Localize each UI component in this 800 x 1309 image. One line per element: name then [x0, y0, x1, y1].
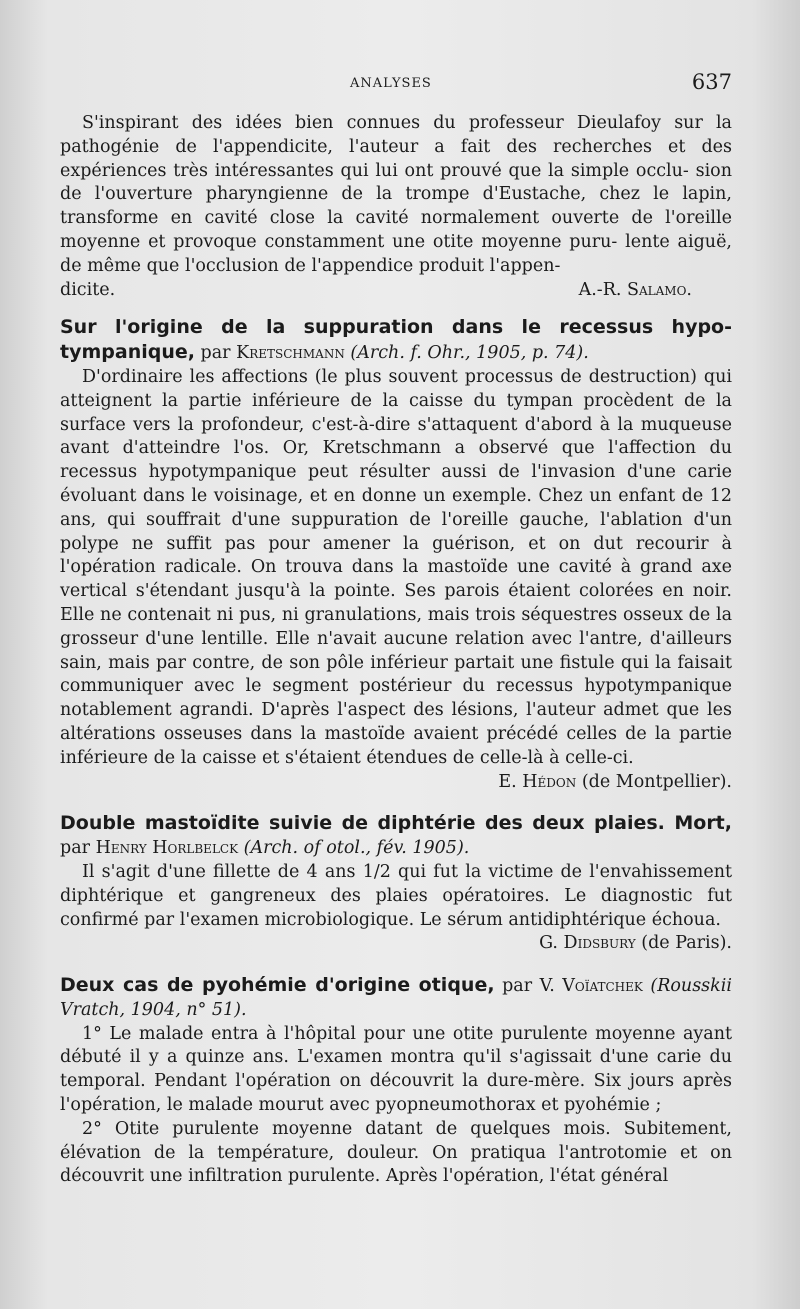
source-reference: (Rousskii Vratch, 1904, n° 51).	[60, 976, 732, 1020]
source-reference: (Arch. f. Ohr., 1905, p. 74).	[350, 343, 589, 364]
article-body: Il s'agit d'une fillette de 4 ans 1/2 qui fut la victime de l'envahissement diphtérique et gangreneux des plaies opératoires. Le diagnostic fut confirmé par l'examen microbiologique. Le sérum antidiphtérique échoua.	[60, 861, 732, 930]
article-continued	[60, 112, 732, 302]
paragraph: S'inspirant des idées bien connues du professeur Dieulafoy sur la pathogénie de l'appendicite, l'auteur a fait des recherches et des expériences très intéressantes qui lui ont prouvé que la simple occlu- sion de l'ouverture pharyngienne de la trompe d'Eustache, chez le lapin, transforme en cavité close la cavité normalement ouverte de l'oreille moyenne et provoque constamment une otite moyenne puru- lente aiguë, de même que l'occlusion de l'appendice produit l'appen-	[60, 113, 732, 276]
signature-line: dicite. A.-R. Salamo.	[60, 279, 732, 303]
page-header	[60, 70, 732, 98]
signature-line	[60, 932, 732, 956]
author-name: Kretschmann	[236, 343, 345, 364]
article-heading: Sur l'origine de la suppuration dans le recessus hypo-tympanique, par Kretschmann (Arch. f. Ohr., 1905, p. 74).	[60, 316, 732, 364]
running-title: ANALYSES	[350, 76, 432, 91]
signature-place: (de Montpellier).	[581, 771, 732, 792]
case-paragraph: 2° Otite purulente moyenne datant de quelques mois. Subitement, élévation de la température, douleur. On pratiqua l'antrotomie et on découvrit une infiltration purulente. Après l'opération, l'état général	[60, 1118, 732, 1187]
article-title: Sur l'origine de la suppuration dans le recessus hypo-tympanique,	[60, 316, 732, 364]
case-paragraph: 1° Le malade entra à l'hôpital pour une otite purulente moyenne ayant débuté il y a quinze ans. L'examen montra qu'il s'agissait d'une carie du temporal. Pendant l'opération on découvrit la dure-mère. Six jours après l'opération, le malade mourut avec pyopneumothorax et pyohémie ;	[60, 1023, 732, 1116]
signature-place: (de Paris).	[641, 933, 732, 954]
page-number: 637	[691, 70, 732, 94]
author-name: Henry Horlbelck	[95, 838, 239, 859]
article-body: D'ordinaire les affections (le plus souvent processus de destruction) qui atteignent la partie inférieure de la caisse du tympan procèdent de la surface vers la profondeur, c'est-à-dire s'attaquent d'abord à la muqueuse avant d'atteindre l'os. Or, Kretschmann a observé que l'affection du recessus hypotympanique peut résulter aussi de l'invasion d'une carie évoluant dans le voisinage, et en donne un exemple. Chez un enfant de 12 ans, qui souffrait d'une suppuration de l'oreille gauche, l'ablation d'un polype ne suffit pas pour amener la guérison, et on dut recourir à l'opération radicale. On trouva dans la mastoïde une cavité à grand axe vertical s'étendant jusqu'à la pointe. Ses parois étaient colorées en noir. Elle ne contenait ni pus, ni granulations, mais trois séquestres osseux de la grosseur d'une lentille. Elle n'avait aucune relation avec l'antre, d'ailleurs sain, mais par contre, de son pôle inférieur partait une fistule qui la faisait communiquer avec le segment postérieur du recessus hypotympanique notablement agrandi. D'après l'aspect des lésions, l'auteur admet que les altérations osseuses dans la mastoïde avaient précédé celles de la partie inférieure de la caisse et s'étaient étendues de celle-là à celle-ci.	[60, 366, 732, 768]
signature: G. Didsbury	[539, 933, 636, 954]
signature: E. Hédon	[498, 771, 577, 792]
page-content	[60, 112, 732, 1189]
article-title: Deux cas de pyohémie d'origine otique,	[60, 974, 495, 997]
article-heading: Double mastoïdite suivie de diphtérie des deux plaies. Mort, par Henry Horlbelck (Arch. of otol., fév. 1905).	[60, 812, 732, 859]
signature: A.-R. Salamo.	[578, 279, 692, 300]
author-name: V. Voïatchek	[539, 976, 643, 997]
source-reference: (Arch. of otol., fév. 1905).	[243, 838, 470, 859]
article-heading: Deux cas de pyohémie d'origine otique, par V. Voïatchek (Rousskii Vratch, 1904, n° 51).	[60, 974, 732, 1020]
article-title: Double mastoïdite suivie de diphtérie des deux plaies. Mort,	[60, 812, 732, 835]
signature-line	[60, 771, 732, 795]
